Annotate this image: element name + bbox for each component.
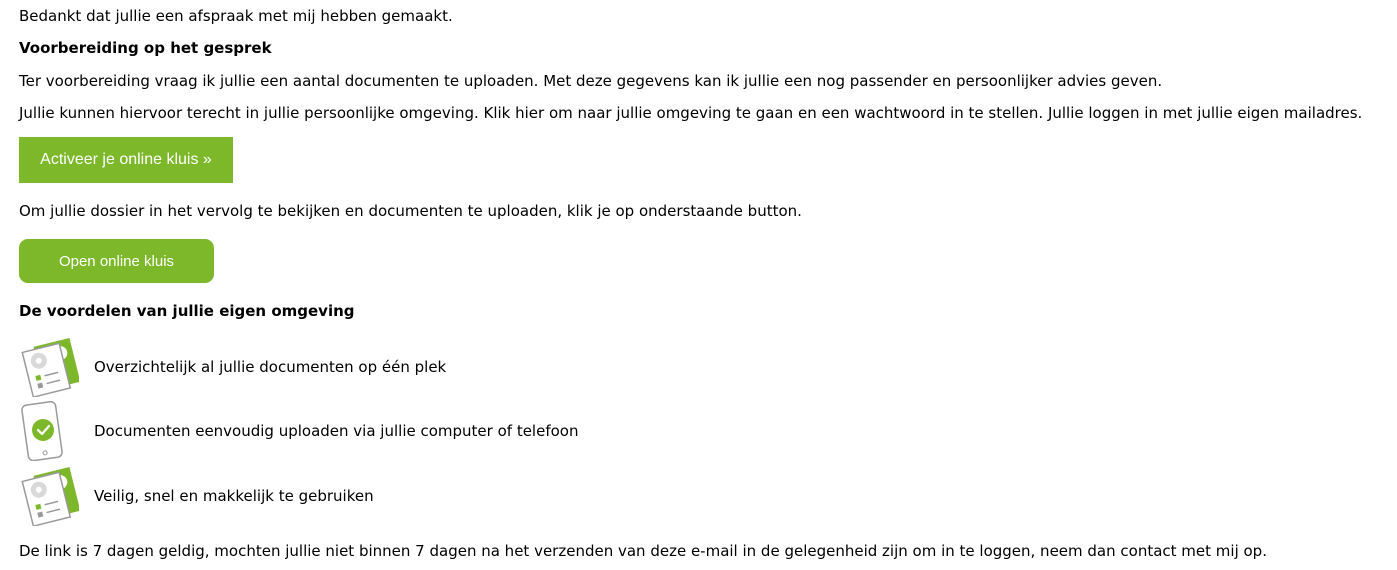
- documents-gear-icon: [19, 466, 79, 526]
- benefit-item: [19, 401, 719, 461]
- documents-gear-icon: [19, 337, 79, 397]
- activate-vault-button[interactable]: [19, 137, 233, 183]
- benefit-item: [19, 337, 719, 397]
- benefit-label: Veilig, snel en makkelijk te gebruiken: [94, 487, 374, 505]
- link-validity-note: De link is 7 dagen geldig, mochten jullie niet binnen 7 dagen na het verzenden van deze e-mail in de gelegenheid zijn om in te loggen, neem dan contact met mij op.: [19, 542, 1267, 560]
- benefit-label: Overzichtelijk al jullie documenten op één plek: [94, 358, 447, 376]
- open-vault-button[interactable]: [19, 239, 214, 283]
- benefits-heading: De voordelen van jullie eigen omgeving: [19, 302, 355, 320]
- activate-vault-button-label: Activeer je online kluis »: [40, 151, 212, 168]
- open-vault-button-label: Open online kluis: [58, 252, 175, 270]
- preparation-heading: Voorbereiding op het gesprek: [19, 39, 272, 57]
- dossier-paragraph: Om jullie dossier in het vervolg te bekijken en documenten te uploaden, klik je op onderstaande button.: [19, 202, 802, 220]
- benefit-item: [19, 466, 719, 526]
- preparation-paragraph-1: Ter voorbereiding vraag ik jullie een aantal documenten te uploaden. Met deze gegevens kan ik jullie een nog passender en persoonlijker advies geven.: [19, 72, 1163, 90]
- benefit-label: Documenten eenvoudig uploaden via jullie computer of telefoon: [94, 422, 579, 440]
- preparation-paragraph-2: Jullie kunnen hiervoor terecht in jullie persoonlijke omgeving. Klik hier om naar jullie omgeving te gaan en een wachtwoord in te stellen. Jullie loggen in met jullie eigen mailadres.: [19, 104, 1363, 122]
- greeting-text: Bedankt dat jullie een afspraak met mij hebben gemaakt.: [19, 7, 453, 25]
- phone-check-icon: [19, 401, 79, 461]
